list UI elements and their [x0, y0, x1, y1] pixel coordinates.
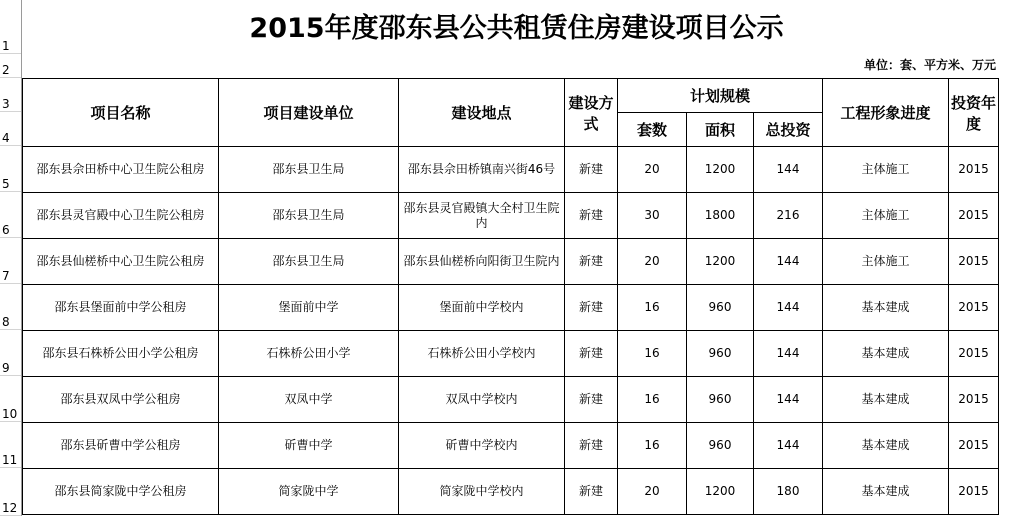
cell-project-name[interactable]: 邵东县石株桥公田小学公租房 [23, 331, 219, 377]
row-number[interactable] [0, 54, 21, 78]
cell-year[interactable]: 2015 [949, 239, 999, 285]
table-row [23, 193, 999, 239]
table-row [23, 331, 999, 377]
table-row [23, 285, 999, 331]
row-number-label: 5 [2, 177, 10, 191]
cell-year[interactable]: 2015 [949, 285, 999, 331]
cell-progress[interactable]: 基本建成 [823, 377, 949, 423]
cell-location[interactable]: 邵东县仙槎桥向阳街卫生院内 [399, 239, 565, 285]
row-number[interactable] [0, 192, 21, 238]
cell-area[interactable]: 960 [687, 377, 754, 423]
cell-project-name[interactable]: 邵东县斫曹中学公租房 [23, 423, 219, 469]
cell-area[interactable]: 1200 [687, 469, 754, 515]
cell-sets[interactable]: 20 [618, 469, 687, 515]
header-location[interactable]: 建设地点 [399, 79, 565, 147]
row-number[interactable] [0, 284, 21, 330]
cell-project-name[interactable]: 邵东县仙槎桥中心卫生院公租房 [23, 239, 219, 285]
row-header-column [0, 0, 22, 516]
cell-location[interactable]: 简家陇中学校内 [399, 469, 565, 515]
cell-sets[interactable]: 16 [618, 285, 687, 331]
cell-investment[interactable]: 144 [754, 147, 823, 193]
project-table [22, 78, 999, 515]
cell-area[interactable]: 1800 [687, 193, 754, 239]
cell-location[interactable]: 斫曹中学校内 [399, 423, 565, 469]
cell-investment[interactable]: 180 [754, 469, 823, 515]
row-number[interactable] [0, 0, 21, 54]
cell-project-name[interactable]: 邵东县双凤中学公租房 [23, 377, 219, 423]
header-progress[interactable]: 工程形象进度 [823, 79, 949, 147]
cell-progress[interactable]: 主体施工 [823, 147, 949, 193]
cell-year[interactable]: 2015 [949, 423, 999, 469]
cell-method[interactable]: 新建 [565, 377, 618, 423]
cell-progress[interactable]: 基本建成 [823, 423, 949, 469]
table-row [23, 239, 999, 285]
row-number[interactable] [0, 422, 21, 468]
cell-progress[interactable]: 基本建成 [823, 331, 949, 377]
cell-area[interactable]: 960 [687, 331, 754, 377]
header-plan-scale[interactable]: 计划规模 [618, 79, 823, 113]
cell-method[interactable]: 新建 [565, 331, 618, 377]
cell-method[interactable]: 新建 [565, 193, 618, 239]
cell-location[interactable]: 邵东县佘田桥镇南兴街46号 [399, 147, 565, 193]
cell-builder[interactable]: 邵东县卫生局 [219, 147, 399, 193]
cell-year[interactable]: 2015 [949, 147, 999, 193]
table-row [23, 469, 999, 515]
cell-builder[interactable]: 双凤中学 [219, 377, 399, 423]
cell-sets[interactable]: 20 [618, 147, 687, 193]
header-year[interactable]: 投资年度 [949, 79, 999, 147]
header-project-name[interactable]: 项目名称 [23, 79, 219, 147]
cell-progress[interactable]: 基本建成 [823, 285, 949, 331]
table-body [23, 147, 999, 515]
cell-investment[interactable]: 144 [754, 239, 823, 285]
cell-project-name[interactable]: 邵东县堡面前中学公租房 [23, 285, 219, 331]
cell-year[interactable]: 2015 [949, 331, 999, 377]
cell-location[interactable]: 堡面前中学校内 [399, 285, 565, 331]
header-sets[interactable]: 套数 [618, 113, 687, 147]
cell-progress[interactable]: 主体施工 [823, 239, 949, 285]
row-number-label: 12 [2, 501, 18, 515]
cell-sets[interactable]: 16 [618, 423, 687, 469]
cell-location[interactable]: 邵东县灵官殿镇大全村卫生院内 [399, 193, 565, 239]
row-number-label: 1 [2, 39, 10, 53]
header-area[interactable]: 面积 [687, 113, 754, 147]
cell-sets[interactable]: 16 [618, 377, 687, 423]
cell-investment[interactable]: 144 [754, 285, 823, 331]
cell-investment[interactable]: 144 [754, 331, 823, 377]
row-number[interactable] [0, 376, 21, 422]
row-number-label: 10 [2, 407, 18, 421]
header-builder[interactable]: 项目建设单位 [219, 79, 399, 147]
cell-area[interactable]: 960 [687, 423, 754, 469]
cell-investment[interactable]: 216 [754, 193, 823, 239]
cell-year[interactable]: 2015 [949, 469, 999, 515]
cell-method[interactable]: 新建 [565, 423, 618, 469]
cell-builder[interactable]: 邵东县卫生局 [219, 193, 399, 239]
cell-location[interactable]: 双凤中学校内 [399, 377, 565, 423]
row-number[interactable] [0, 238, 21, 284]
row-number-label: 11 [2, 453, 18, 467]
cell-investment[interactable]: 144 [754, 377, 823, 423]
table-row [23, 377, 999, 423]
cell-method[interactable]: 新建 [565, 469, 618, 515]
cell-builder[interactable]: 简家陇中学 [219, 469, 399, 515]
row-number[interactable] [0, 330, 21, 376]
cell-area[interactable]: 960 [687, 285, 754, 331]
cell-builder[interactable]: 堡面前中学 [219, 285, 399, 331]
cell-sets[interactable]: 30 [618, 193, 687, 239]
row-number[interactable] [0, 112, 21, 146]
row-number-label: 2 [2, 63, 10, 77]
cell-method[interactable]: 新建 [565, 285, 618, 331]
cell-method[interactable]: 新建 [565, 147, 618, 193]
sheet-title[interactable]: 2015年度邵东县公共租赁住房建设项目公示 [249, 12, 784, 44]
cell-progress[interactable]: 基本建成 [823, 469, 949, 515]
row-number-label: 3 [2, 97, 10, 111]
cell-method[interactable]: 新建 [565, 239, 618, 285]
cell-sets[interactable]: 16 [618, 331, 687, 377]
cell-area[interactable]: 1200 [687, 239, 754, 285]
row-number-label: 7 [2, 269, 10, 283]
cell-area[interactable]: 1200 [687, 147, 754, 193]
row-number-label: 9 [2, 361, 10, 375]
cell-year[interactable]: 2015 [949, 193, 999, 239]
cell-location[interactable]: 石株桥公田小学校内 [399, 331, 565, 377]
header-investment[interactable]: 总投资 [754, 113, 823, 147]
cell-project-name[interactable]: 邵东县灵官殿中心卫生院公租房 [23, 193, 219, 239]
row-number-label: 4 [2, 131, 10, 145]
cell-progress[interactable]: 主体施工 [823, 193, 949, 239]
cell-investment[interactable]: 144 [754, 423, 823, 469]
cell-project-name[interactable]: 邵东县佘田桥中心卫生院公租房 [23, 147, 219, 193]
row-number-label: 8 [2, 315, 10, 329]
row-number-label: 6 [2, 223, 10, 237]
table-row [23, 423, 999, 469]
cell-builder[interactable]: 石株桥公田小学 [219, 331, 399, 377]
cell-builder[interactable]: 邵东县卫生局 [219, 239, 399, 285]
cell-builder[interactable]: 斫曹中学 [219, 423, 399, 469]
cell-sets[interactable]: 20 [618, 239, 687, 285]
table-row [23, 147, 999, 193]
cell-year[interactable]: 2015 [949, 377, 999, 423]
row-number[interactable] [0, 78, 21, 112]
unit-note[interactable]: 单位：套、平方米、万元 [863, 58, 996, 72]
header-method[interactable]: 建设方式 [565, 79, 618, 147]
header-row [23, 79, 999, 113]
row-number[interactable] [0, 468, 21, 516]
cell-project-name[interactable]: 邵东县简家陇中学公租房 [23, 469, 219, 515]
row-number[interactable] [0, 146, 21, 192]
